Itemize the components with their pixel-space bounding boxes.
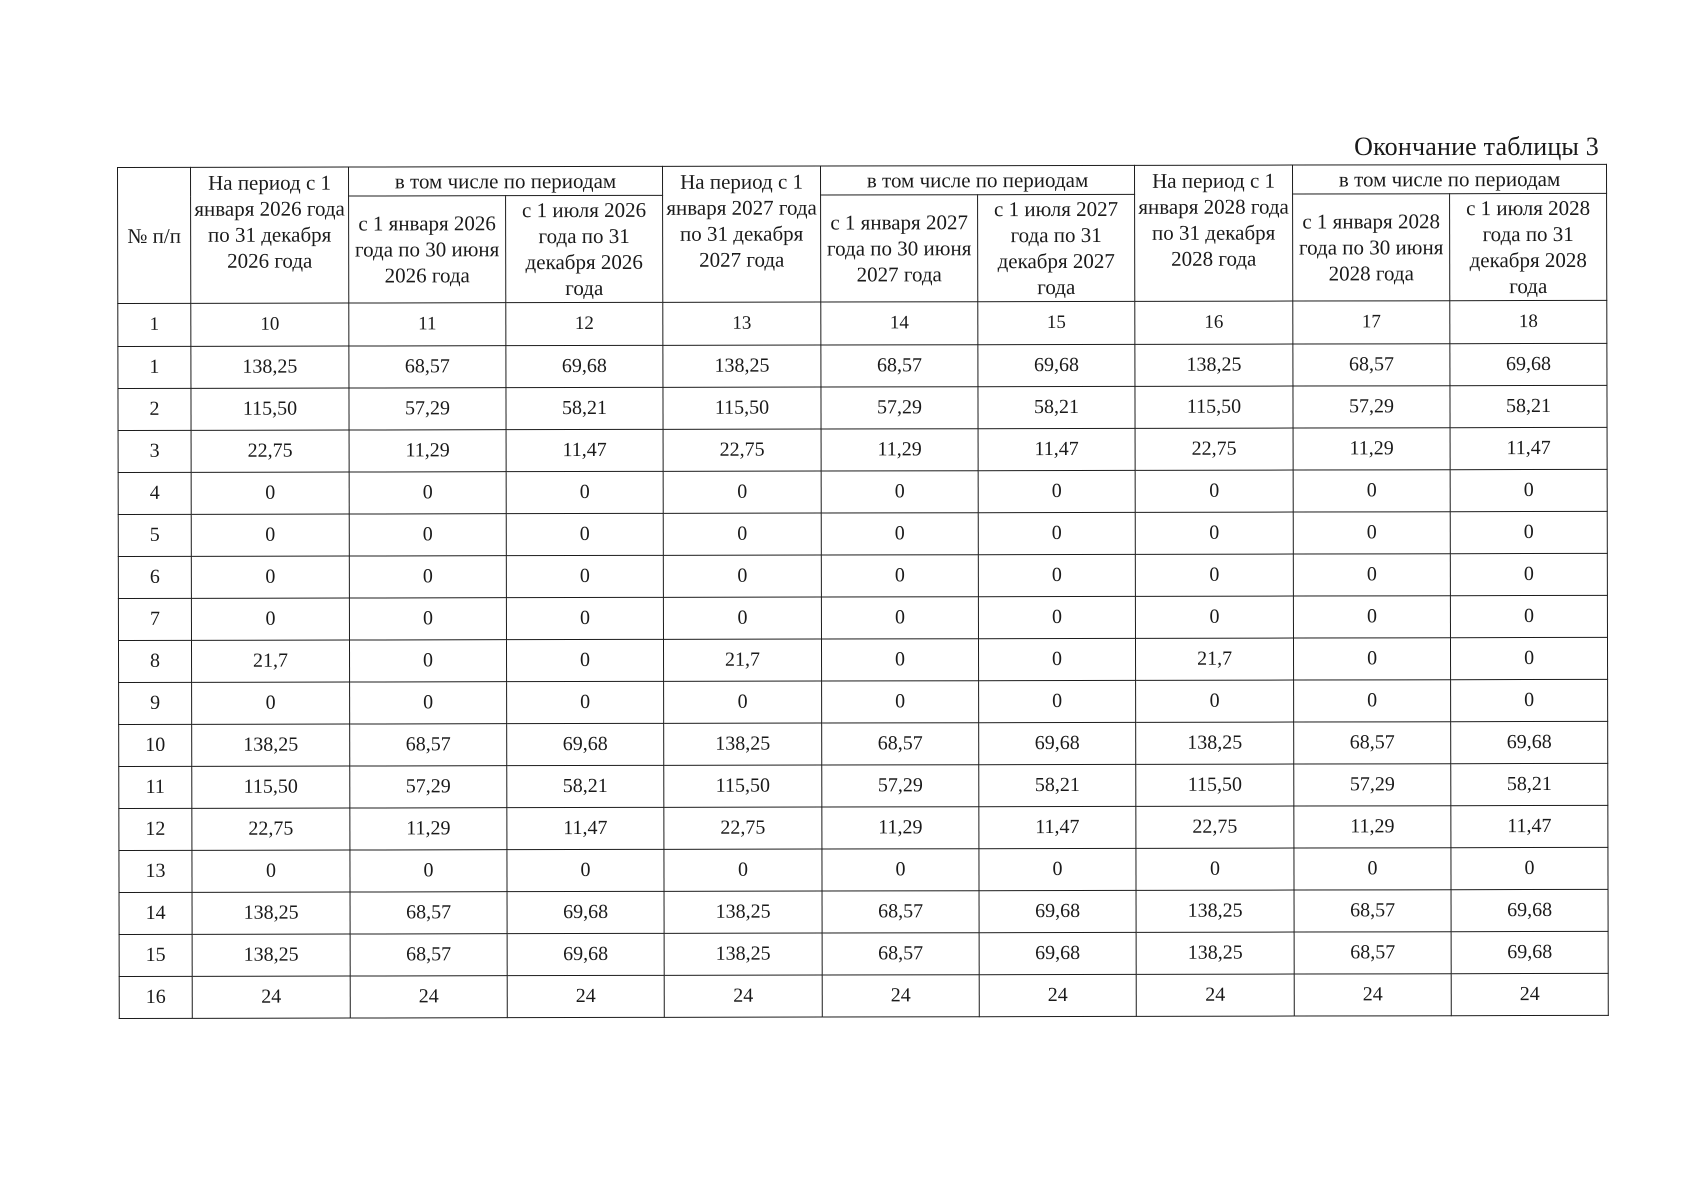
table-cell: 69,68 [1451,931,1608,973]
table-cell: 0 [1294,680,1451,722]
table-cell: 0 [349,514,506,556]
table-cell: 115,50 [191,388,349,430]
header-h2-2026: с 1 июля 2026 года по 31 декабря 2026 года [506,195,663,302]
table-cell: 69,68 [979,890,1136,932]
table-cell: 68,57 [350,892,507,934]
table-cell: 0 [821,471,978,513]
table-row [118,511,1607,556]
table-cell: 0 [192,850,350,892]
table-cell: 69,68 [507,891,664,933]
column-number-cell: 16 [1135,301,1293,344]
table-cell: 0 [978,512,1135,554]
table-cell: 69,68 [979,932,1136,974]
table-cell: 0 [506,639,663,681]
table-cell: 0 [1136,680,1294,722]
table-row [119,931,1608,976]
table-cell: 11,47 [507,807,664,849]
table-cell: 69,68 [1451,889,1608,931]
table-cell: 0 [1136,848,1294,890]
row-number-cell: 16 [119,976,192,1018]
table-cell: 138,25 [1136,722,1294,764]
table-body [118,300,1609,1018]
row-number-cell: 14 [119,892,192,934]
table-row [118,595,1607,640]
table-cell: 0 [506,555,663,597]
table-cell: 24 [350,976,507,1018]
table-cell: 138,25 [192,934,350,976]
table-cell: 24 [1294,974,1451,1016]
table-cell: 0 [979,848,1136,890]
table-cell: 58,21 [979,764,1136,806]
table-cell: 24 [507,975,664,1017]
table-cell: 0 [350,850,507,892]
row-number-cell: 6 [118,556,191,598]
table-cell: 11,47 [1451,805,1608,847]
table-cell: 0 [1294,638,1451,680]
table-cell: 0 [822,849,979,891]
table-row [119,805,1608,850]
table-row [119,721,1608,766]
table-cell: 11,29 [349,430,506,472]
table-cell: 138,25 [664,933,822,975]
table-cell: 24 [664,975,822,1017]
table-row [118,637,1607,682]
table-cell: 0 [821,597,978,639]
table-cell: 68,57 [1294,890,1451,932]
table-header [118,164,1607,303]
table-cell: 57,29 [349,388,506,430]
table-cell: 69,68 [1450,343,1607,385]
header-h1-2027: с 1 января 2027 года по 30 июня 2027 года [821,195,978,302]
table-row [118,553,1607,598]
header-h2-2028: с 1 июля 2028 года по 31 декабря 2028 года [1450,193,1607,300]
table-cell: 68,57 [350,934,507,976]
column-number-cell: 12 [506,302,663,345]
table-cell: 115,50 [664,765,822,807]
table-cell: 57,29 [350,766,507,808]
table-cell: 0 [979,680,1136,722]
column-number-row [118,300,1607,346]
table-cell: 22,75 [664,807,822,849]
table-row [118,385,1607,430]
table-cell: 0 [821,555,978,597]
table-cell: 24 [192,976,350,1018]
header-total-2026: На период с 1 января 2026 года по 31 декабря 2026 года [191,167,349,303]
header-h1-2028: с 1 января 2028 года по 30 июня 2028 года [1293,194,1450,301]
table-cell: 0 [1293,554,1450,596]
row-number-cell: 5 [118,514,191,556]
table-cell: 22,75 [1135,428,1293,470]
table-cell: 11,29 [1294,806,1451,848]
table-cell: 0 [1135,554,1293,596]
table-cell: 0 [663,513,821,555]
table-cell: 68,57 [822,891,979,933]
table-cell: 68,57 [821,345,978,387]
header-total-2027: На период с 1 января 2027 года по 31 декабря 2027 года [663,166,821,302]
table-cell: 0 [1293,596,1450,638]
table-cell: 69,68 [1451,721,1608,763]
table-cell: 22,75 [191,430,349,472]
table-row [119,973,1608,1018]
table-cell: 0 [1451,637,1608,679]
table-cell: 0 [1450,595,1607,637]
table-cell: 115,50 [1135,386,1293,428]
table-cell: 138,25 [192,892,350,934]
table-cell: 69,68 [506,345,663,387]
table-cell: 22,75 [663,429,821,471]
table-cell: 0 [978,470,1135,512]
table-cell: 0 [1451,847,1608,889]
row-number-cell: 8 [118,640,191,682]
row-number-cell: 11 [119,766,192,808]
table-cell: 11,29 [821,429,978,471]
header-h2-2027: с 1 июля 2027 года по 31 декабря 2027 года [978,194,1135,301]
table-row [119,679,1608,724]
table-cell: 115,50 [192,766,350,808]
table-cell: 24 [979,974,1136,1016]
table-cell: 0 [191,472,349,514]
table-cell: 0 [349,472,506,514]
header-row-top [118,164,1607,196]
table-cell: 68,57 [1294,722,1451,764]
column-number-cell: 1 [118,303,191,346]
table-row [118,343,1607,388]
table-cell: 11,29 [822,807,979,849]
table-cell: 0 [191,556,349,598]
table-cell: 0 [663,597,821,639]
table-cell: 68,57 [350,724,507,766]
table-cell: 0 [1450,553,1607,595]
table-cell: 0 [821,513,978,555]
table-cell: 0 [507,849,664,891]
table-cell: 0 [1135,512,1293,554]
table-cell: 11,29 [350,808,507,850]
table-cell: 0 [191,598,349,640]
table-cell: 138,25 [664,723,822,765]
table-cell: 0 [664,849,822,891]
table-cell: 11,47 [1450,427,1607,469]
table-cell: 0 [349,556,506,598]
table-cell: 21,7 [1136,638,1294,680]
column-number-cell: 17 [1293,301,1450,344]
table-cell: 69,68 [507,933,664,975]
table-cell: 21,7 [664,639,822,681]
data-table [117,164,1609,1019]
table-row [119,763,1608,808]
table-cell: 22,75 [192,808,350,850]
table-cell: 0 [1294,848,1451,890]
table-cell: 0 [191,514,349,556]
table-cell: 115,50 [663,387,821,429]
table-cell: 58,21 [506,387,663,429]
table-cell: 11,47 [978,428,1135,470]
table-cell: 58,21 [978,386,1135,428]
table-cell: 11,47 [979,806,1136,848]
table-cell: 0 [349,598,506,640]
table-cell: 0 [664,681,822,723]
table-cell: 58,21 [507,765,664,807]
table-cell: 57,29 [1294,764,1451,806]
table-cell: 0 [506,471,663,513]
table-cell: 138,25 [191,346,349,388]
header-h1-2026: с 1 января 2026 года по 30 июня 2026 года [349,196,506,303]
table-cell: 0 [1450,511,1607,553]
row-number-cell: 3 [118,430,191,472]
header-total-2028: На период с 1 января 2028 года по 31 декабря 2028 года [1135,165,1293,301]
table-cell: 58,21 [1451,763,1608,805]
table-cell: 69,68 [979,722,1136,764]
table-cell: 0 [822,681,979,723]
table-cell: 138,25 [192,724,350,766]
table-cell: 0 [663,555,821,597]
row-number-cell: 1 [118,346,191,388]
table-cell: 57,29 [822,765,979,807]
column-number-cell: 10 [191,303,349,346]
table-cell: 0 [1450,469,1607,511]
table-cell: 24 [822,975,979,1017]
table-cell: 11,47 [506,429,663,471]
table-cell: 68,57 [1294,932,1451,974]
table-cell: 0 [192,682,350,724]
table-cell: 0 [506,597,663,639]
header-num: № п/п [118,167,191,303]
table-row [118,469,1607,514]
column-number-cell: 15 [978,301,1135,344]
table-cell: 138,25 [1136,932,1294,974]
table-cell: 0 [663,471,821,513]
table-cell: 69,68 [507,723,664,765]
table-cell: 138,25 [663,345,821,387]
table-cell: 0 [506,513,663,555]
table-row [119,889,1608,934]
table-cell: 0 [1293,512,1450,554]
table-cell: 0 [1293,470,1450,512]
row-number-cell: 13 [119,850,192,892]
table-cell: 69,68 [978,344,1135,386]
table-cell: 0 [1451,679,1608,721]
table-cell: 138,25 [1136,890,1294,932]
header-group-2026: в том числе по периодам [349,166,663,196]
table-cell: 68,57 [349,346,506,388]
table-cell: 0 [978,596,1135,638]
column-number-cell: 18 [1450,300,1607,343]
row-number-cell: 10 [119,724,192,766]
table-cell: 11,29 [1293,428,1450,470]
table-cell: 0 [822,639,979,681]
table-cell: 138,25 [1135,344,1293,386]
table-cell: 24 [1451,973,1608,1015]
row-number-cell: 4 [118,472,191,514]
table-cell: 58,21 [1450,385,1607,427]
row-number-cell: 2 [118,388,191,430]
table-cell: 68,57 [1293,344,1450,386]
table-cell: 68,57 [822,723,979,765]
table-cell: 57,29 [1293,386,1450,428]
table-cell: 22,75 [1136,806,1294,848]
table-cell: 138,25 [664,891,822,933]
table-cell: 24 [1136,974,1294,1016]
table-cell: 0 [507,681,664,723]
row-number-cell: 15 [119,934,192,976]
table-cell: 0 [979,638,1136,680]
table-caption: Окончание таблицы 3 [1354,132,1599,161]
header-group-2027: в том числе по периодам [821,165,1135,195]
table-cell: 115,50 [1136,764,1294,806]
table-cell: 0 [350,682,507,724]
table-row [118,427,1607,472]
table-cell: 57,29 [821,387,978,429]
column-number-cell: 13 [663,302,821,345]
table-cell: 0 [1135,470,1293,512]
column-number-cell: 11 [349,303,506,346]
table-cell: 0 [1135,596,1293,638]
row-number-cell: 12 [119,808,192,850]
row-number-cell: 9 [119,682,192,724]
column-number-cell: 14 [821,302,978,345]
table-row [119,847,1608,892]
row-number-cell: 7 [118,598,191,640]
table-cell: 0 [349,640,506,682]
table-cell: 21,7 [191,640,349,682]
table-cell: 68,57 [822,933,979,975]
table-cell: 0 [978,554,1135,596]
header-group-2028: в том числе по периодам [1293,164,1607,194]
